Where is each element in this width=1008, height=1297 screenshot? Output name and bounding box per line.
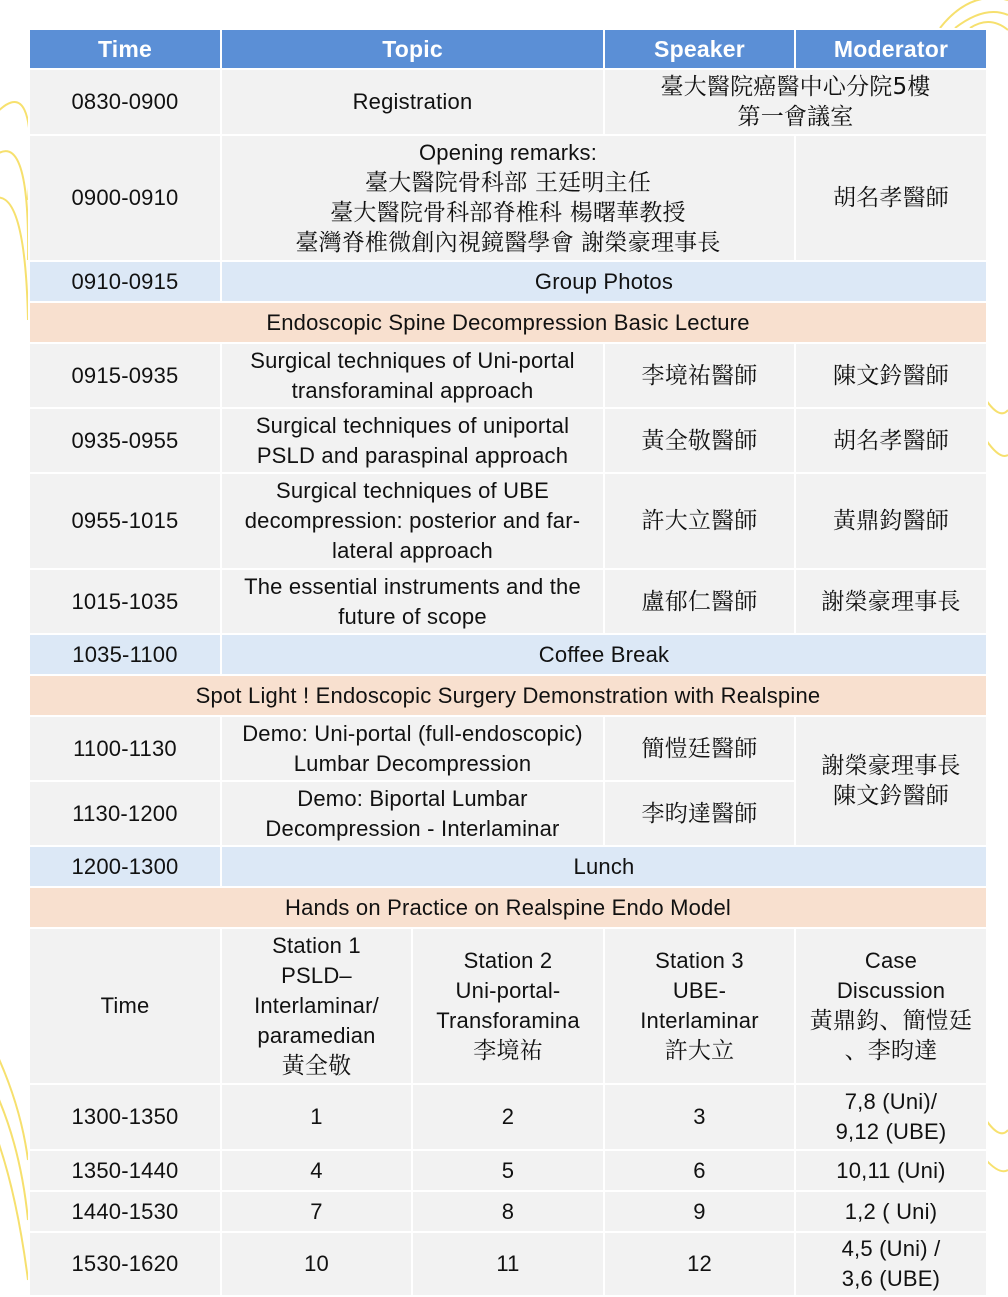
station-2-header bbox=[412, 928, 604, 1084]
station-line: paramedian bbox=[257, 1023, 376, 1048]
topic-line: decompression: posterior and far- bbox=[244, 508, 581, 533]
station-3-cell: 3 bbox=[604, 1084, 795, 1150]
table-header-row bbox=[29, 29, 987, 69]
topic-line: The essential instruments and the bbox=[244, 573, 581, 599]
time-cell: 1035-1100 bbox=[29, 634, 221, 675]
opening-line: 臺大醫院骨科部 王廷明主任 bbox=[365, 170, 651, 196]
header-speaker: Speaker bbox=[604, 29, 795, 69]
topic-line: Decompression - Interlaminar bbox=[265, 815, 560, 841]
time-cell: 0955-1015 bbox=[29, 473, 221, 569]
topic-line: lateral approach bbox=[332, 538, 493, 563]
station-line: Transforamina bbox=[436, 1008, 580, 1033]
speaker-cell: 盧郁仁醫師 bbox=[604, 569, 795, 634]
topic-line: Lumbar Decompression bbox=[293, 750, 532, 776]
moderator-cell: 胡名孝醫師 bbox=[795, 408, 987, 473]
table-row bbox=[29, 716, 987, 781]
topic-line: PSLD and paraspinal approach bbox=[256, 442, 569, 468]
time-cell: 0910-0915 bbox=[29, 261, 221, 302]
station-line: Uni-portal- bbox=[455, 978, 561, 1003]
station-line: Station 3 bbox=[655, 948, 744, 973]
case-line: 4,5 (Uni) / bbox=[841, 1236, 941, 1261]
topic-line: Surgical techniques of Uni-portal bbox=[250, 347, 575, 373]
venue-cell bbox=[604, 69, 987, 135]
speaker-cell: 李境祐醫師 bbox=[604, 343, 795, 408]
topic-line: Surgical techniques of uniportal bbox=[255, 412, 570, 438]
case-instructors: 黃鼎鈞、簡愷廷 bbox=[809, 1008, 973, 1034]
time-cell: 1200-1300 bbox=[29, 846, 221, 887]
time-cell: 1015-1035 bbox=[29, 569, 221, 634]
station-1-cell: 7 bbox=[221, 1191, 412, 1232]
speaker-cell: 黃全敬醫師 bbox=[604, 408, 795, 473]
time-cell: 0900-0910 bbox=[29, 135, 221, 261]
station-3-cell: 9 bbox=[604, 1191, 795, 1232]
station-2-cell: 2 bbox=[412, 1084, 604, 1150]
time-cell: 0915-0935 bbox=[29, 343, 221, 408]
speaker-cell: 李昀達醫師 bbox=[604, 781, 795, 846]
table-row bbox=[29, 569, 987, 634]
case-line: 7,8 (Uni)/ bbox=[844, 1089, 938, 1114]
schedule-table bbox=[28, 28, 988, 1297]
speaker-cell: 許大立醫師 bbox=[604, 473, 795, 569]
topic-line: future of scope bbox=[338, 603, 487, 629]
time-cell: 0830-0900 bbox=[29, 69, 221, 135]
opening-line: 臺灣脊椎微創內視鏡醫學會 謝榮豪理事長 bbox=[295, 230, 721, 256]
event-cell: Group Photos bbox=[221, 261, 987, 302]
table-row bbox=[29, 473, 987, 569]
topic-cell bbox=[221, 408, 604, 473]
station-line: Station 1 bbox=[272, 933, 361, 958]
station-3-cell: 12 bbox=[604, 1232, 795, 1296]
header-topic: Topic bbox=[221, 29, 604, 69]
station-2-cell: 11 bbox=[412, 1232, 604, 1296]
opening-line: 臺大醫院骨科部脊椎科 楊曙華教授 bbox=[330, 200, 686, 226]
topic-cell bbox=[221, 716, 604, 781]
venue-line: 第一會議室 bbox=[737, 104, 854, 130]
header-time: Time bbox=[29, 29, 221, 69]
event-cell: Coffee Break bbox=[221, 634, 987, 675]
time-cell: 0935-0955 bbox=[29, 408, 221, 473]
station-instructor: 李境祐 bbox=[473, 1038, 543, 1064]
case-cell bbox=[795, 1084, 987, 1150]
hands-on-time-header: Time bbox=[29, 928, 221, 1084]
event-cell: Lunch bbox=[221, 846, 987, 887]
section-title: Hands on Practice on Realspine Endo Model bbox=[29, 887, 987, 928]
speaker-cell: 簡愷廷醫師 bbox=[604, 716, 795, 781]
table-row bbox=[29, 69, 987, 135]
table-row bbox=[29, 1191, 987, 1232]
station-1-cell: 4 bbox=[221, 1150, 412, 1191]
table-row bbox=[29, 135, 987, 261]
topic-cell bbox=[221, 343, 604, 408]
time-cell: 1530-1620 bbox=[29, 1232, 221, 1296]
topic-cell bbox=[221, 473, 604, 569]
venue-line: 臺大醫院癌醫中心分院5樓 bbox=[660, 74, 931, 100]
station-2-cell: 5 bbox=[412, 1150, 604, 1191]
topic-cell: Registration bbox=[221, 69, 604, 135]
table-row bbox=[29, 261, 987, 302]
table-row bbox=[29, 1150, 987, 1191]
topic-line: transforaminal approach bbox=[291, 377, 534, 403]
time-cell: 1100-1130 bbox=[29, 716, 221, 781]
case-line: 3,6 (UBE) bbox=[841, 1266, 941, 1291]
topic-line: Surgical techniques of UBE bbox=[275, 478, 549, 503]
topic-cell bbox=[221, 781, 604, 846]
header-moderator: Moderator bbox=[795, 29, 987, 69]
moderator-cell bbox=[795, 716, 987, 846]
station-line: PSLD– bbox=[281, 963, 352, 988]
station-1-cell: 10 bbox=[221, 1232, 412, 1296]
section-title: Endoscopic Spine Decompression Basic Lecture bbox=[29, 302, 987, 343]
case-instructors: 、李昀達 bbox=[844, 1038, 938, 1064]
time-cell: 1130-1200 bbox=[29, 781, 221, 846]
section-title: Spot Light ! Endoscopic Surgery Demonstration with Realspine bbox=[29, 675, 987, 716]
table-row bbox=[29, 1084, 987, 1150]
case-line: 9,12 (UBE) bbox=[835, 1119, 947, 1144]
moderator-cell: 胡名孝醫師 bbox=[795, 135, 987, 261]
station-instructor: 許大立 bbox=[664, 1038, 735, 1064]
moderator-line: 謝榮豪理事長 bbox=[821, 753, 961, 779]
station-3-cell: 6 bbox=[604, 1150, 795, 1191]
time-cell: 1300-1350 bbox=[29, 1084, 221, 1150]
station-3-header bbox=[604, 928, 795, 1084]
station-1-header bbox=[221, 928, 412, 1084]
opening-line: Opening remarks: bbox=[418, 140, 598, 165]
station-line: Interlaminar/ bbox=[254, 993, 379, 1018]
case-discussion-header bbox=[795, 928, 987, 1084]
moderator-cell: 黃鼎鈞醫師 bbox=[795, 473, 987, 569]
moderator-cell: 謝榮豪理事長 bbox=[795, 569, 987, 634]
time-cell: 1350-1440 bbox=[29, 1150, 221, 1191]
case-cell: 10,11 (Uni) bbox=[795, 1150, 987, 1191]
case-cell: 1,2 ( Uni) bbox=[795, 1191, 987, 1232]
moderator-cell: 陳文鈐醫師 bbox=[795, 343, 987, 408]
table-row bbox=[29, 1232, 987, 1296]
moderator-line: 陳文鈐醫師 bbox=[833, 783, 949, 809]
case-line: Discussion bbox=[836, 978, 946, 1003]
case-line: Case bbox=[864, 948, 918, 973]
table-row bbox=[29, 408, 987, 473]
station-line: Interlaminar bbox=[640, 1008, 759, 1033]
section-header-row bbox=[29, 675, 987, 716]
topic-line: Demo: Uni-portal (full-endoscopic) bbox=[242, 720, 583, 746]
table-row bbox=[29, 846, 987, 887]
case-cell bbox=[795, 1232, 987, 1296]
station-1-cell: 1 bbox=[221, 1084, 412, 1150]
section-header-row bbox=[29, 887, 987, 928]
station-line: Station 2 bbox=[463, 948, 553, 973]
table-row bbox=[29, 634, 987, 675]
station-instructor: 黃全敬 bbox=[281, 1053, 352, 1079]
station-2-cell: 8 bbox=[412, 1191, 604, 1232]
time-cell: 1440-1530 bbox=[29, 1191, 221, 1232]
hands-on-header-row bbox=[29, 928, 987, 1084]
topic-line: Demo: Biportal Lumbar bbox=[297, 785, 528, 811]
section-header-row bbox=[29, 302, 987, 343]
station-line: UBE- bbox=[672, 978, 727, 1003]
opening-remarks-cell bbox=[221, 135, 795, 261]
table-row bbox=[29, 343, 987, 408]
topic-cell bbox=[221, 569, 604, 634]
